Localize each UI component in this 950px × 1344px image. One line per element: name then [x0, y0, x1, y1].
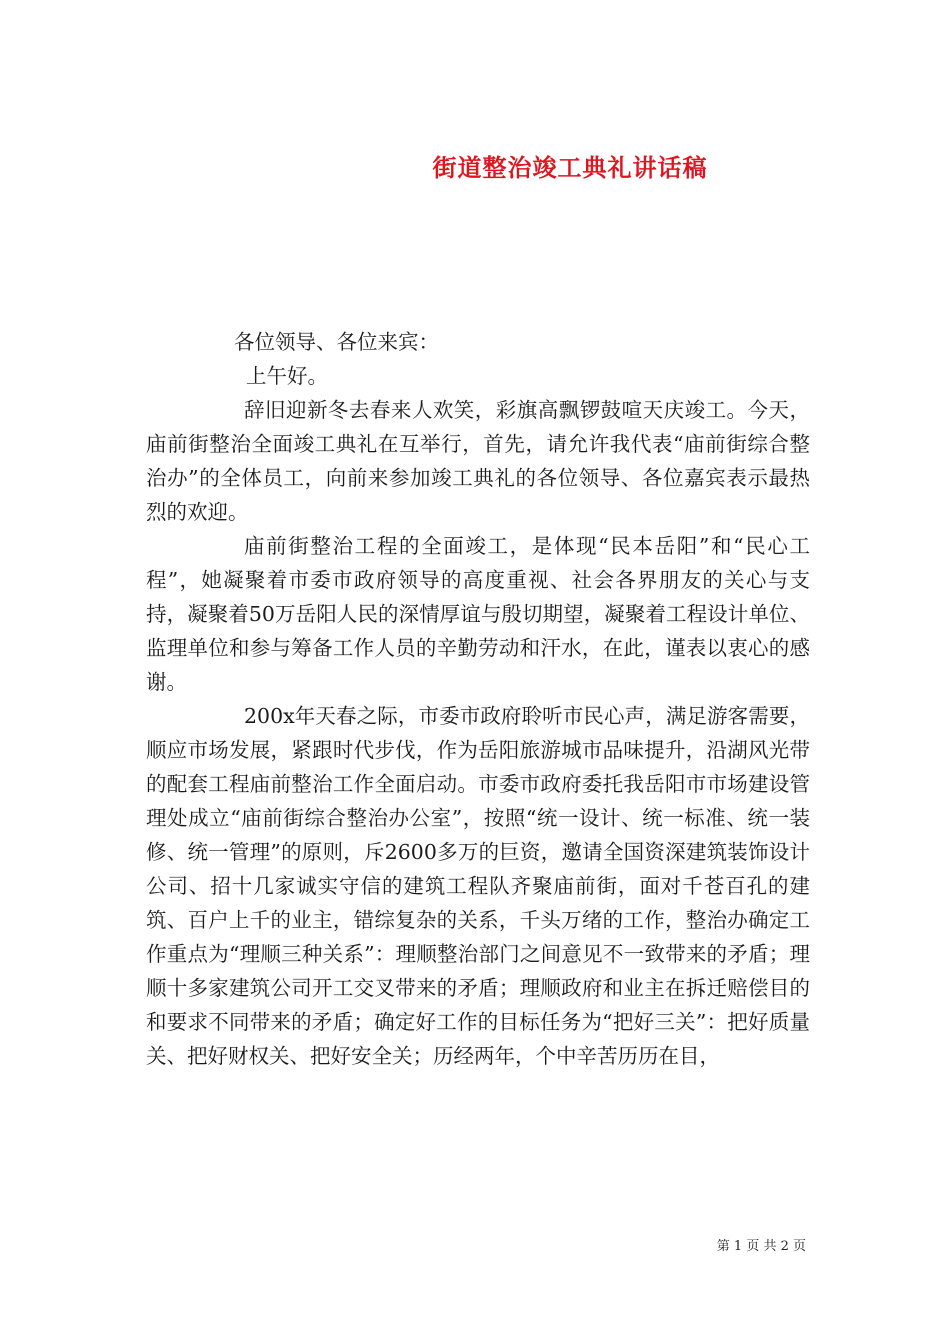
- document-body: [146, 325, 810, 1073]
- greeting: 上午好。: [246, 364, 328, 388]
- paragraph-welcome: 辞旧迎新冬去春来人欢笑，彩旗高飘锣鼓喧天庆竣工。今天，庙前街整治全面竣工典礼在互举行，首先，请允许我代表“庙前街综合整治办”的全体员工，向前来参加竣工典礼的各位领导、各位嘉宾表示最热烈的欢迎。: [146, 398, 810, 524]
- paragraph-history: 200x年天春之际，市委市政府聆听市民心声，满足游客需要，顺应市场发展，紧跟时代步伐，作为岳阳旅游城市品味提升，沿湖风光带的配套工程庙前整治工作全面启动。市委市政府委托我岳阳市市场建设管理处成立“庙前街综合整治办公室”，按照“统一设计、统一标准、统一装修、统一管理”的原则，斥2600多万的巨资，邀请全国资深建筑装饰设计公司、招十几家诚实守信的建筑工程队齐聚庙前街，面对千苍百孔的建筑、百户上千的业主，错综复杂的关系，千头万绪的工作，整治办确定工作重点为“理顺三种关系”：理顺整治部门之间意见不一致带来的矛盾；理顺十多家建筑公司开工交叉带来的矛盾；理顺政府和业主在拆迁赔偿目的和要求不同带来的矛盾；确定好工作的目标任务为“把好三关”：把好质量关、把好财权关、把好安全关；历经两年，个中辛苦历历在目，: [146, 704, 810, 1068]
- paragraph-thanks: 庙前街整治工程的全面竣工，是体现“民本岳阳”和“民心工程”，她凝聚着市委市政府领导的高度重视、社会各界朋友的关心与支持，凝聚着50万岳阳人民的深情厚谊与殷切期望，凝聚着工程设计单位、监理单位和参与筹备工作人员的辛勤劳动和汗水，在此，谨表以衷心的感谢。: [146, 534, 810, 694]
- page-footer: [0, 1238, 806, 1256]
- page-indicator: 第 1 页 共 2 页: [716, 1239, 806, 1254]
- salutation: 各位领导、各位来宾：: [234, 330, 439, 354]
- page-title: 街道整治竣工典礼讲话稿: [432, 153, 708, 183]
